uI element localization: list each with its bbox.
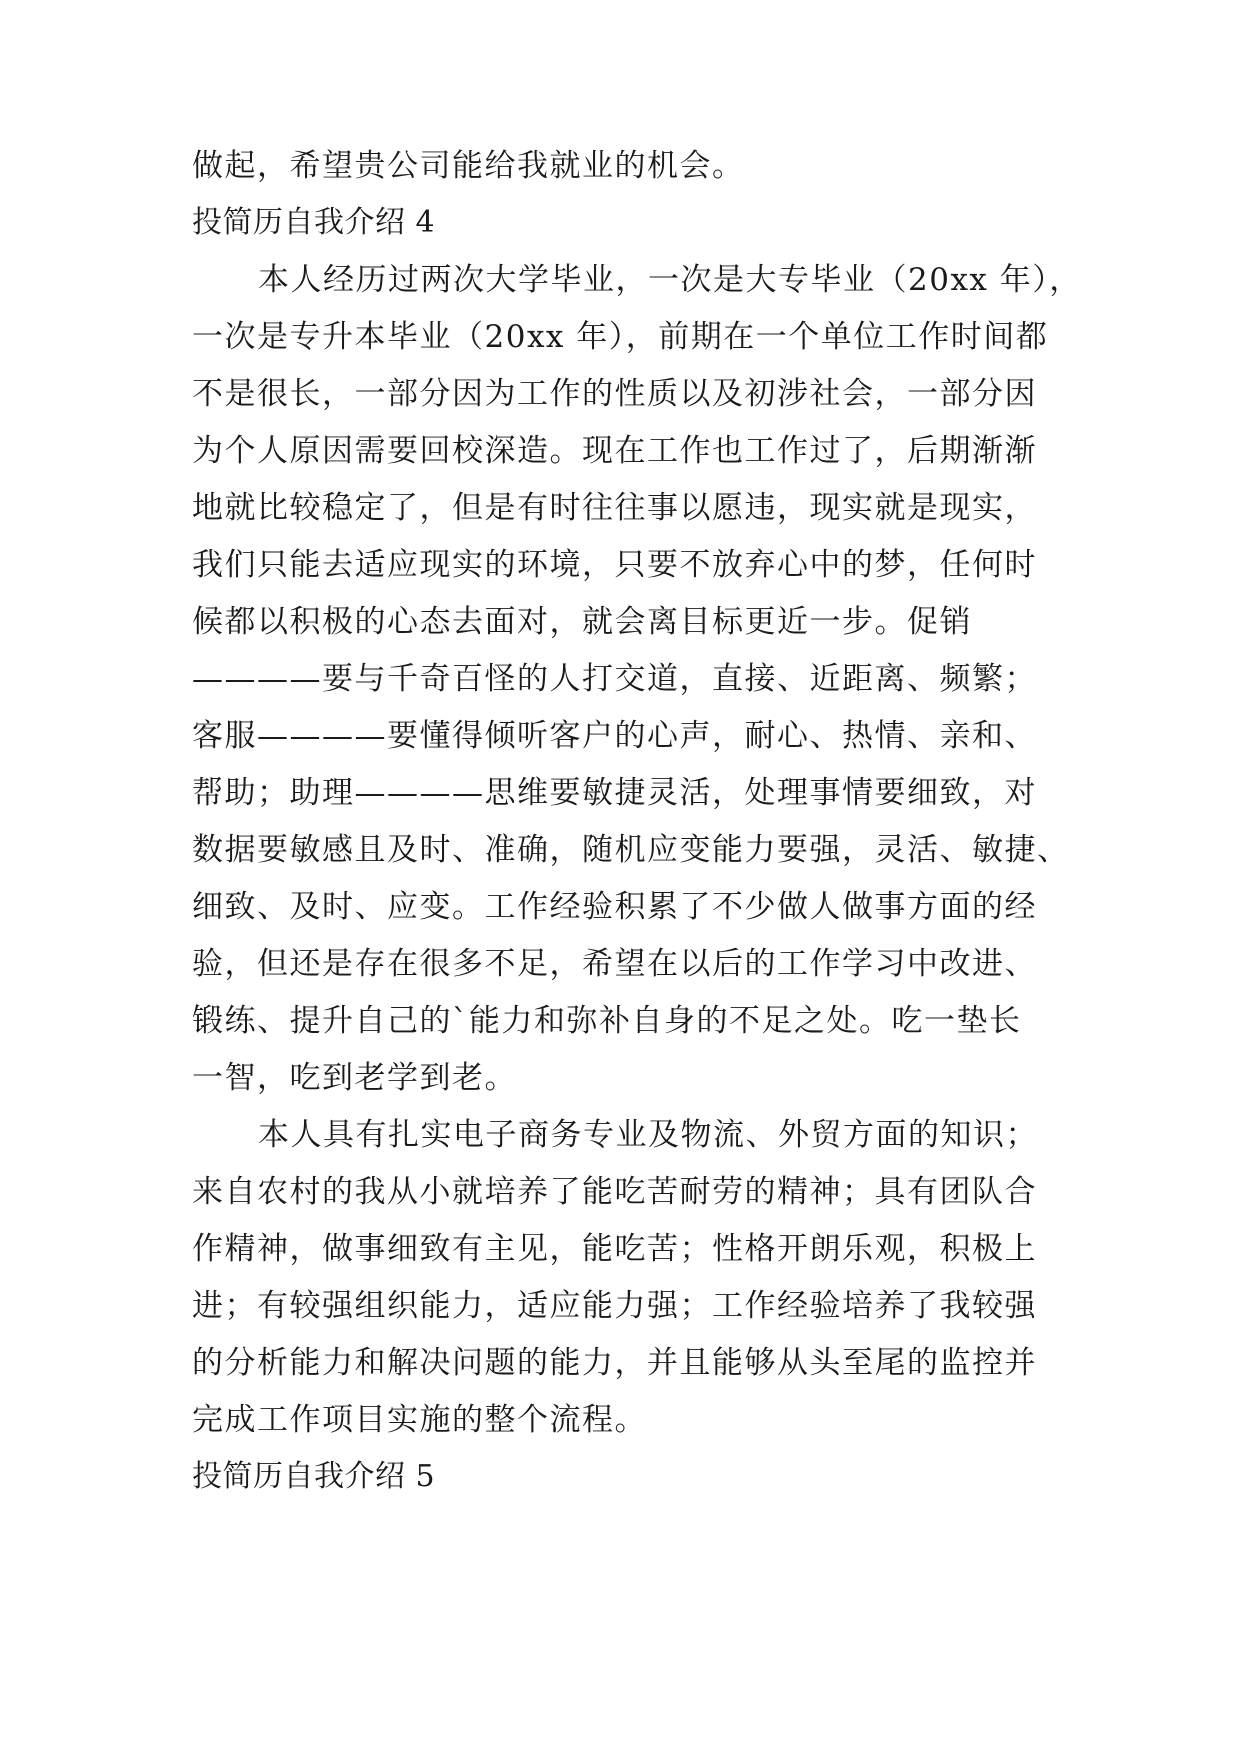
paragraph-line: 不是很长，一部分因为工作的性质以及初涉社会，一部分因 bbox=[192, 376, 1037, 412]
paragraph-line: 验，但还是存在很多不足，希望在以后的工作学习中改进、 bbox=[192, 946, 1037, 982]
paragraph-line: 我们只能去适应现实的环境，只要不放弃心中的梦，任何时 bbox=[192, 547, 1037, 583]
paragraph-line: 一智，吃到老学到老。 bbox=[192, 1060, 517, 1096]
paragraph-line: 客服————要懂得倾听客户的心声，耐心、热情、亲和、 bbox=[192, 718, 1037, 754]
section-heading-4: 投简历自我介绍 4 bbox=[192, 205, 436, 240]
paragraph-line: 作精神，做事细致有主见，能吃苦；性格开朗乐观，积极上 bbox=[192, 1231, 1037, 1267]
paragraph-line: 本人具有扎实电子商务专业及物流、外贸方面的知识； bbox=[258, 1117, 1038, 1153]
paragraph-line: 的分析能力和解决问题的能力，并且能够从头至尾的监控并 bbox=[192, 1345, 1037, 1381]
section-heading-5: 投简历自我介绍 5 bbox=[192, 1459, 436, 1494]
paragraph-line: 进；有较强组织能力，适应能力强；工作经验培养了我较强 bbox=[192, 1288, 1037, 1324]
paragraph-line: 细致、及时、应变。工作经验积累了不少做人做事方面的经 bbox=[192, 889, 1037, 925]
paragraph-line: 候都以积极的心态去面对，就会离目标更近一步。促销 bbox=[192, 604, 972, 640]
paragraph-line: 帮助；助理————思维要敏捷灵活，处理事情要细致，对 bbox=[192, 775, 1037, 811]
paragraph-line: 来自农村的我从小就培养了能吃苦耐劳的精神；具有团队合 bbox=[192, 1174, 1037, 1210]
paragraph-line: 为个人原因需要回校深造。现在工作也工作过了，后期渐渐 bbox=[192, 433, 1037, 469]
paragraph-line: 地就比较稳定了，但是有时往往事以愿违，现实就是现实， bbox=[192, 490, 1037, 526]
paragraph-line: 做起，希望贵公司能给我就业的机会。 bbox=[192, 148, 745, 184]
paragraph-line: 一次是专升本毕业（20xx 年），前期在一个单位工作时间都 bbox=[192, 319, 1049, 355]
paragraph-line: 本人经历过两次大学毕业，一次是大专毕业（20xx 年）， bbox=[258, 262, 1082, 298]
paragraph-line: 完成工作项目实施的整个流程。 bbox=[192, 1402, 647, 1438]
paragraph-line: ————要与千奇百怪的人打交道，直接、近距离、频繁； bbox=[192, 661, 1037, 697]
paragraph-line: 锻练、提升自己的`能力和弥补自身的不足之处。吃一垫长 bbox=[192, 1003, 1022, 1039]
paragraph-line: 数据要敏感且及时、准确，随机应变能力要强，灵活、敏捷、 bbox=[192, 832, 1070, 868]
